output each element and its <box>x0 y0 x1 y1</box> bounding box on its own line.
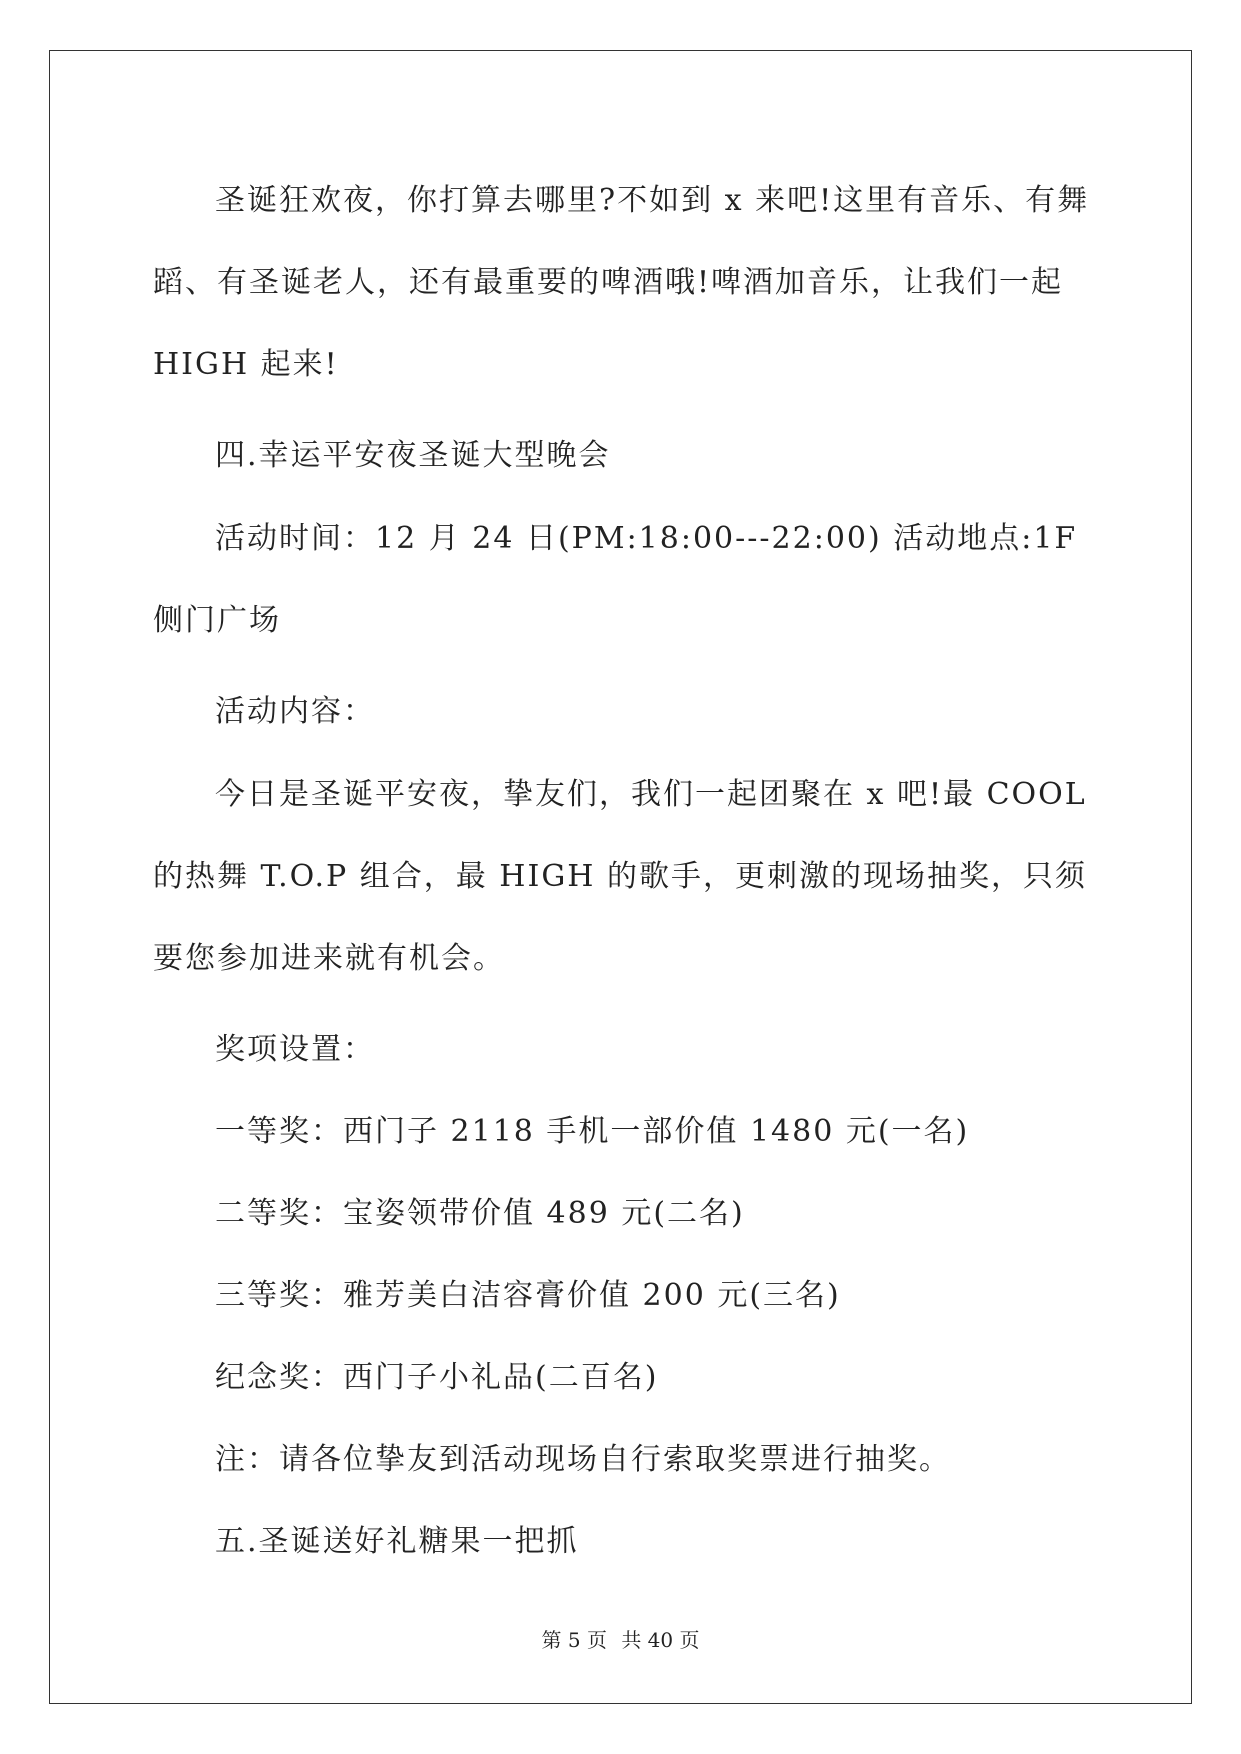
page-footer <box>0 1624 1241 1653</box>
paragraph-note: 注：请各位挚友到活动现场自行索取奖票进行抽奖。 <box>215 1442 951 1477</box>
section-heading-5: 五.圣诞送好礼糖果一把抓 <box>215 1524 579 1559</box>
paragraph-event-description: 今日是圣诞平安夜，挚友们，我们一起团聚在 x 吧!最 COOL 的热舞 T.O.P 组合，最 HIGH 的歌手，更刺激的现场抽奖，只须要您参加进来就有机会。 <box>153 777 1087 976</box>
document-body <box>153 160 1098 1604</box>
paragraph-event-time: 活动时间：12 月 24 日(PM:18:00---22:00) 活动地点:1F 侧门广场 <box>153 521 1078 638</box>
prize-souvenir: 纪念奖：西门子小礼品(二百名) <box>215 1360 659 1395</box>
section-heading-4: 四.幸运平安夜圣诞大型晚会 <box>215 438 611 473</box>
paragraph-intro: 圣诞狂欢夜，你打算去哪里?不如到 x 来吧!这里有音乐、有舞蹈、有圣诞老人，还有最重要的啤酒哦!啤酒加音乐，让我们一起 HIGH 起来! <box>153 183 1090 382</box>
page-number: 第 5 页 <box>541 1628 607 1652</box>
paragraph-event-content-label: 活动内容： <box>215 694 375 729</box>
prize-third: 三等奖：雅芳美白洁容膏价值 200 元(三名) <box>215 1278 841 1313</box>
prize-second: 二等奖：宝姿领带价值 489 元(二名) <box>215 1196 745 1231</box>
prize-first: 一等奖：西门子 2118 手机一部价值 1480 元(一名) <box>215 1114 970 1149</box>
page-total: 共 40 页 <box>621 1628 700 1652</box>
paragraph-prize-label: 奖项设置： <box>215 1032 375 1067</box>
